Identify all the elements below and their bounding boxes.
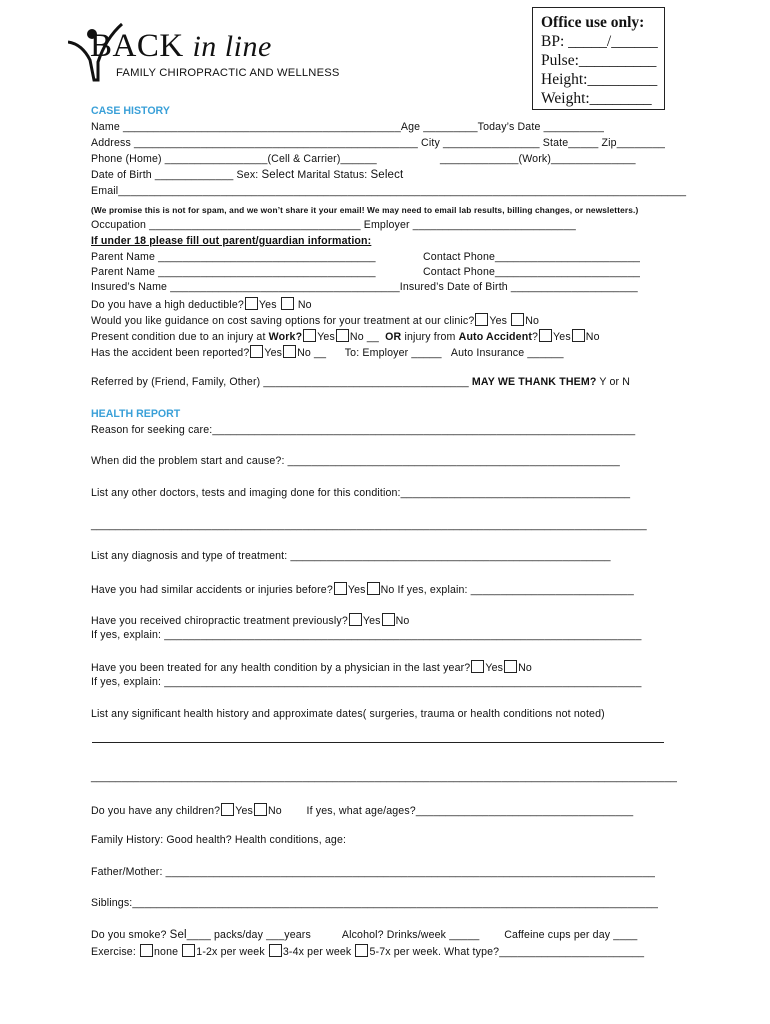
yes-label: Yes [235,805,253,817]
significant-line-1[interactable] [92,742,664,743]
deductible-no-checkbox[interactable] [281,297,294,310]
significant-history: List any significant health history and approximate dates( surgeries, trauma or health conditions not noted) [91,708,605,720]
guidance-yes-checkbox[interactable] [475,313,488,326]
marital-select[interactable]: Select [370,169,404,181]
office-pulse[interactable]: Pulse:__________ [541,52,657,69]
siblings-field[interactable]: Siblings:_______________________________________________________________________________________ [91,897,659,909]
chiro-question: Have you received chiropractic treatment previously? [91,615,348,627]
present-condition-row [91,329,600,344]
similar-explain[interactable]: No If yes, explain: ___________________________ [380,584,634,596]
similar-yes-checkbox[interactable] [334,582,347,595]
logo-wordmark [90,28,272,65]
no-label: No [395,615,410,627]
reported-yes-checkbox[interactable] [250,345,263,358]
physician-row [91,660,532,675]
deductible-yes-checkbox[interactable] [245,297,258,310]
exercise-none-label: none [154,946,179,958]
yes-label: Yes [553,331,571,343]
office-title: Office use only: [541,14,645,31]
caffeine-field[interactable]: Caffeine cups per day ____ [504,929,638,941]
reason-field[interactable]: Reason for seeking care:______________________________________________________________________ [91,424,636,436]
physician-question: Have you been treated for any health condition by a physician in the last year? [91,662,471,674]
children-row [91,803,633,818]
present-question: Present condition due to an injury at [91,331,266,343]
logo-brand: BACK [90,28,184,64]
packs-field[interactable]: ____ packs/day ___years [186,929,311,941]
exercise-5-7x-label[interactable]: 5-7x per week. What type?________________________ [369,946,645,958]
office-bp[interactable]: BP: _____/______ [541,33,658,50]
smoke-question: Do you smoke? [91,929,167,941]
auto-no-checkbox[interactable] [572,329,585,342]
parent-name-2[interactable]: Parent Name ____________________________________ [91,266,376,278]
exercise-label: Exercise: [91,946,136,958]
work-phone-field[interactable]: _____________(Work)______________ [440,153,636,165]
y-or-n[interactable]: Y or N [599,376,631,388]
dob-field[interactable]: Date of Birth _____________ Sex: [91,169,259,181]
question-mark: ? [532,331,539,343]
logo-script: in line [192,30,272,63]
doctors-field[interactable]: List any other doctors, tests and imaging done for this condition:______________________________________ [91,487,631,499]
office-height[interactable]: Height:_________ [541,71,658,88]
chiro-row [91,613,409,628]
when-field[interactable]: When did the problem start and cause?: _______________________________________________________ [91,455,620,467]
chiro-explain[interactable]: If yes, explain: _______________________________________________________________________________ [91,629,642,641]
work-no-checkbox[interactable] [336,329,349,342]
children-yes-checkbox[interactable] [221,803,234,816]
exercise-5-7x-checkbox[interactable] [355,944,368,957]
no-blank: No __ [349,331,379,343]
no-label: No [525,315,540,327]
yes-label: Yes [489,315,508,327]
case-history-heading: CASE HISTORY [91,105,170,117]
similar-question: Have you had similar accidents or injuries before? [91,584,333,596]
occupation-field[interactable]: Occupation ___________________________________ Employer ___________________________ [91,219,576,231]
deductible-question: Do you have a high deductible? [91,299,244,311]
sex-select[interactable]: Select [261,169,295,181]
similar-no-checkbox[interactable] [367,582,380,595]
exercise-none-checkbox[interactable] [140,944,153,957]
phone-field[interactable]: Phone (Home) _________________(Cell & Carrier)______ [91,153,377,165]
insured-field[interactable]: Insured’s Name ______________________________________Insured’s Date of Birth _____________________ [91,281,638,293]
diagnosis-field[interactable]: List any diagnosis and type of treatment: _____________________________________________________ [91,550,611,562]
deductible-row [91,297,312,312]
email-note: (We promise this is not for spam, and we won’t share it your email! We may need to email lab results, billing changes, or newsletters.) [91,205,639,215]
referred-field[interactable]: Referred by (Friend, Family, Other) __________________________________ [91,376,469,388]
yes-label: Yes [347,584,366,596]
thank-label: MAY WE THANK THEM? [471,376,597,388]
yes-label: Yes [258,299,277,311]
no-blank: No __ [297,347,327,359]
guidance-row [91,313,539,328]
smoke-row [91,929,637,942]
significant-line-2[interactable]: _________________________________________________________________________________________________ [91,771,678,783]
children-no-checkbox[interactable] [254,803,267,816]
auto-insurance[interactable]: Auto Insurance ______ [450,347,564,359]
exercise-row [91,944,644,959]
exercise-3-4x-checkbox[interactable] [269,944,282,957]
contact-phone-2[interactable]: Contact Phone________________________ [423,266,641,278]
father-mother-field[interactable]: Father/Mother: _________________________________________________________________________________ [91,866,656,878]
dob-sex-row [91,169,403,182]
no-label: No [267,805,282,817]
doctors-line-2[interactable]: ____________________________________________________________________________________________ [91,519,647,531]
work-label: Work? [268,331,303,343]
family-history: Family History: Good health? Health conditions, age: [91,834,347,846]
yes-label: Yes [485,662,504,674]
yes-label: Yes [264,347,283,359]
office-use-box [532,7,665,110]
children-ages[interactable]: If yes, what age/ages?____________________________________ [306,805,634,817]
logo-subtitle: FAMILY CHIROPRACTIC AND WELLNESS [116,67,340,79]
children-question: Do you have any children? [91,805,221,817]
alcohol-field[interactable]: Alcohol? Drinks/week _____ [341,929,480,941]
or-label: OR [385,331,402,343]
reported-no-checkbox[interactable] [283,345,296,358]
contact-phone-1[interactable]: Contact Phone________________________ [423,251,641,263]
physician-explain[interactable]: If yes, explain: _______________________________________________________________________________ [91,676,642,688]
yes-label: Yes [317,331,335,343]
guidance-question: Would you like guidance on cost saving options for your treatment at our clinic? [91,315,475,327]
injury-from-label: injury from [404,331,456,343]
exercise-3-4x-label: 3-4x per week [282,946,352,958]
office-weight[interactable]: Weight:________ [541,90,652,107]
guidance-no-checkbox[interactable] [511,313,524,326]
email-field[interactable]: Email______________________________________________________________________________________________ [91,185,687,197]
physician-no-checkbox[interactable] [504,660,517,673]
smoke-select[interactable]: Sel [169,929,187,941]
exercise-1-2x-label: 1-2x per week [196,946,265,958]
physician-yes-checkbox[interactable] [471,660,484,673]
yes-label: Yes [362,615,381,627]
no-label: No [518,662,532,674]
to-employer[interactable]: To: Employer _____ [344,347,442,359]
reported-row [91,345,564,360]
marital-label: Marital Status: [297,169,368,181]
exercise-1-2x-checkbox[interactable] [182,944,195,957]
parent-name-1[interactable]: Parent Name ____________________________________ [91,251,376,263]
referred-row [91,376,630,389]
name-field[interactable]: Name ______________________________________________Age _________Today’s Date __________ [91,121,604,133]
reported-question: Has the accident been reported? [91,347,250,359]
auto-accident-label: Auto Accident [458,331,532,343]
no-label: No [297,299,312,311]
under-18-heading: If under 18 please fill out parent/guardian information: [91,235,372,247]
work-yes-checkbox[interactable] [303,329,316,342]
address-field[interactable]: Address _______________________________________________ City ________________ State_____ Zip________ [91,137,666,149]
chiro-no-checkbox[interactable] [382,613,395,626]
health-report-heading: HEALTH REPORT [91,408,181,420]
chiro-yes-checkbox[interactable] [349,613,362,626]
no-label: No [585,331,600,343]
auto-yes-checkbox[interactable] [539,329,552,342]
similar-row [91,582,634,597]
